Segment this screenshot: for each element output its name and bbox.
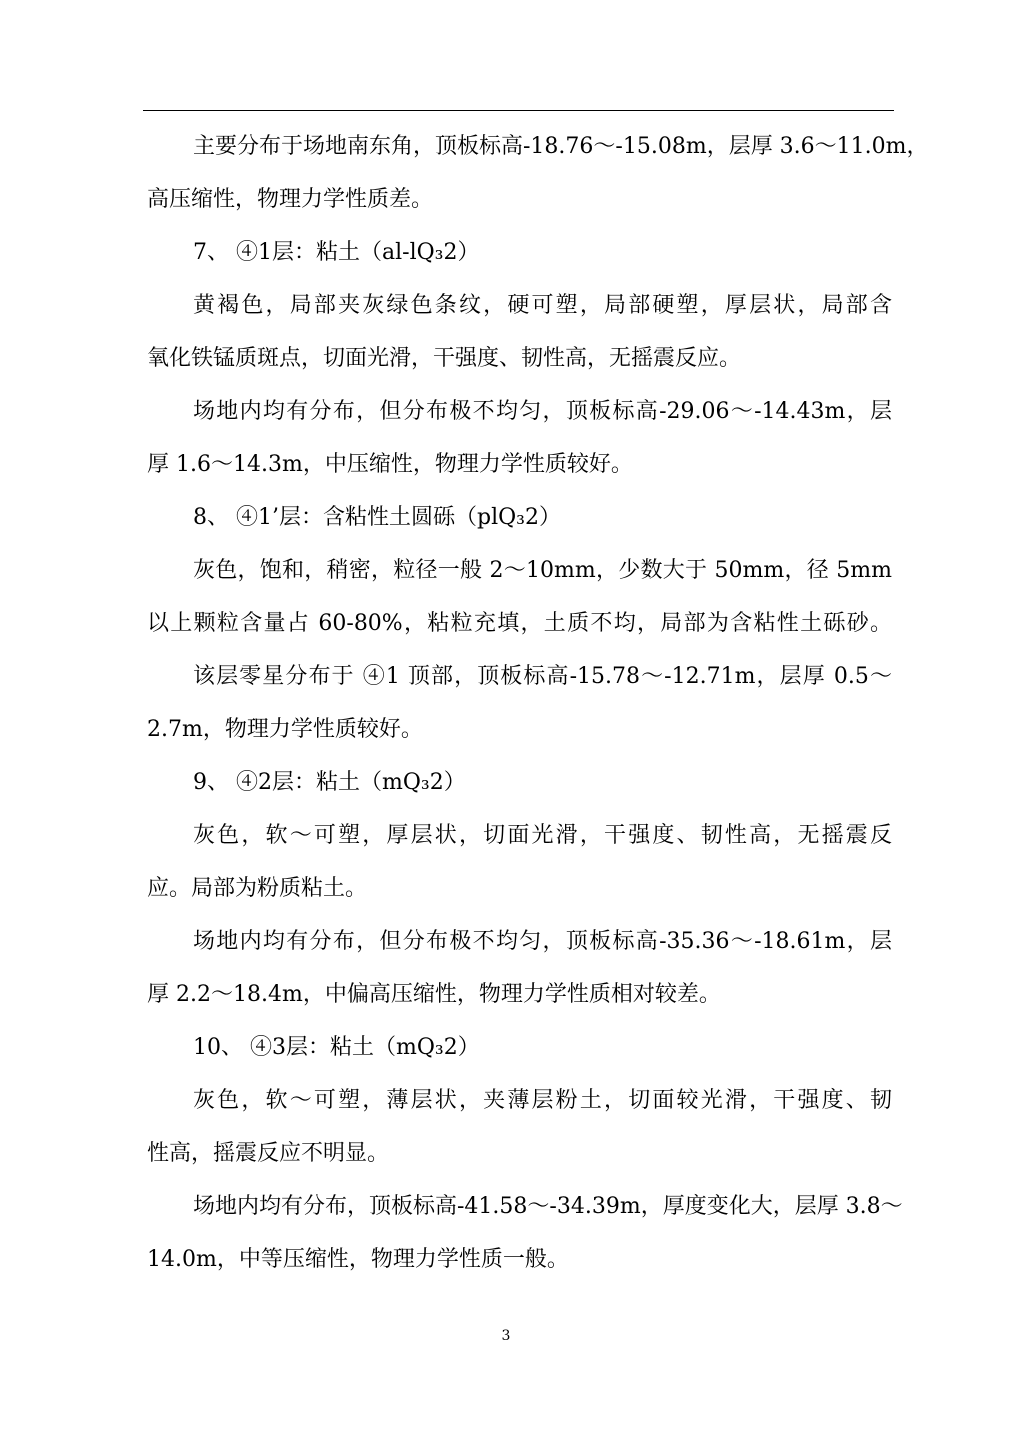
text-line-16: 场地内均有分布，但分布极不均匀，顶板标高-35.36～-18.61m，层: [193, 929, 892, 954]
text-line-4: 黄褐色，局部夹灰绿色条纹，硬可塑，局部硬塑，厚层状，局部含: [193, 293, 892, 318]
text-line-6: 场地内均有分布，但分布极不均匀，顶板标高-29.06～-14.43m，层: [193, 399, 892, 424]
section-heading-9: 9、 ④2层：粘土（mQ₃2）: [193, 770, 466, 795]
section-heading-10: 10、 ④3层：粘土（mQ₃2）: [193, 1035, 480, 1060]
text-line-9: 灰色，饱和，稍密，粒径一般 2～10mm，少数大于 50mm，径 5mm: [193, 558, 892, 583]
section-heading-7: 7、 ④1层：粘土（al-lQ₃2）: [193, 240, 480, 265]
page-number: 3: [501, 1328, 511, 1344]
text-line-10: 以上颗粒含量占 60-80%，粘粒充填，土质不均，局部为含粘性土砾砂。: [147, 611, 892, 636]
text-line-12: 2.7m，物理力学性质较好。: [147, 717, 423, 742]
text-line-17: 厚 2.2～18.4m，中偏高压缩性，物理力学性质相对较差。: [147, 982, 721, 1007]
header-rule: [143, 110, 894, 111]
text-line-11: 该层零星分布于 ④1 顶部，顶板标高-15.78～-12.71m，层厚 0.5～: [193, 664, 892, 689]
text-line-1: 主要分布于场地南东角，顶板标高-18.76～-15.08m，层厚 3.6～11.0m，: [193, 134, 929, 159]
text-line-2: 高压缩性，物理力学性质差。: [147, 187, 434, 212]
text-line-22: 14.0m，中等压缩性，物理力学性质一般。: [147, 1247, 569, 1272]
text-line-5: 氧化铁锰质斑点，切面光滑，干强度、韧性高，无摇震反应。: [147, 346, 742, 371]
section-heading-8: 8、 ④1’层：含粘性土圆砾（plQ₃2）: [193, 505, 561, 530]
text-line-19: 灰色，软～可塑，薄层状，夹薄层粉土，切面较光滑，干强度、韧: [193, 1088, 892, 1113]
text-line-21: 场地内均有分布，顶板标高-41.58～-34.39m，厚度变化大，层厚 3.8～: [193, 1194, 903, 1219]
text-line-14: 灰色，软～可塑，厚层状，切面光滑，干强度、韧性高，无摇震反: [193, 823, 892, 848]
text-line-7: 厚 1.6～14.3m，中压缩性，物理力学性质较好。: [147, 452, 633, 477]
text-line-15: 应。局部为粉质粘土。: [147, 876, 368, 901]
text-line-20: 性高，摇震反应不明显。: [147, 1141, 390, 1166]
